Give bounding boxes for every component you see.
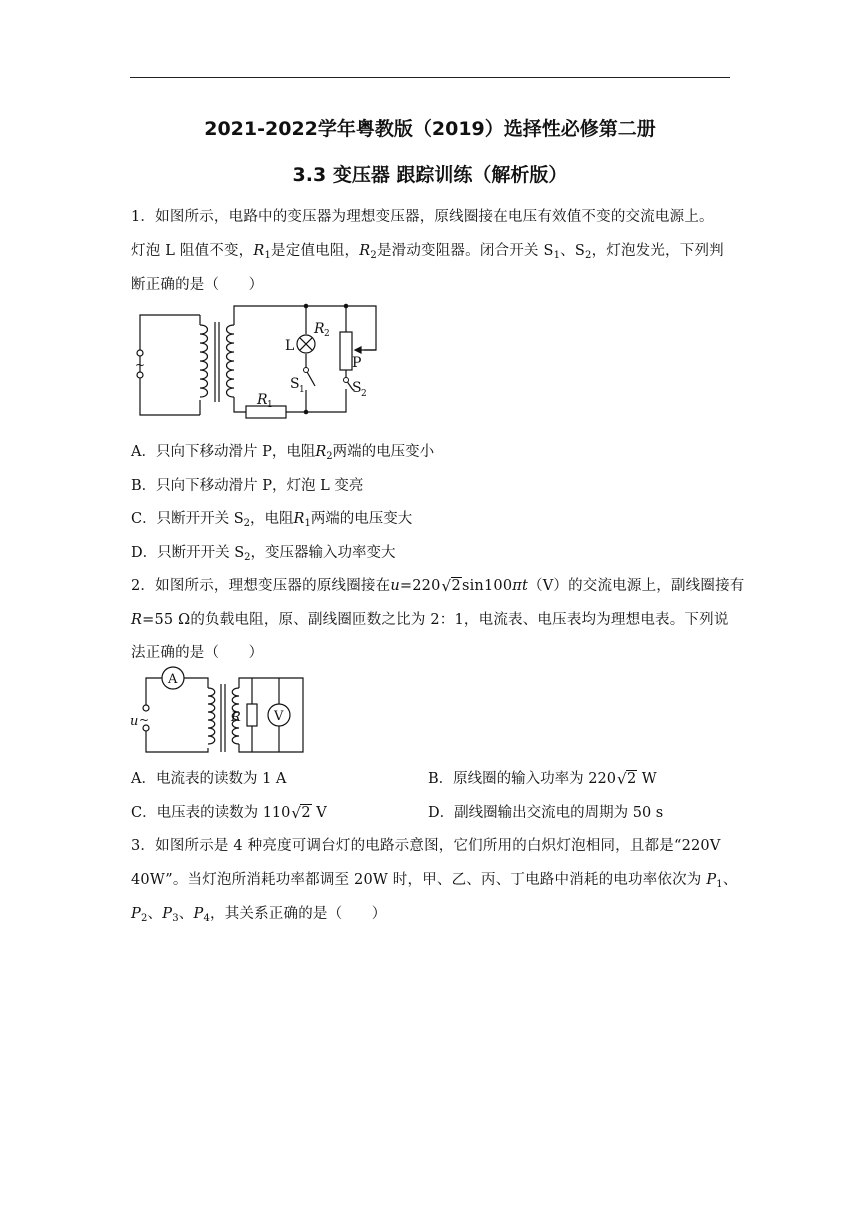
q3-line-3: $P_2$、$P_3$、$P_4$，其关系正确的是（ ） <box>131 906 387 924</box>
q1-r1-label: R <box>257 392 268 408</box>
q2-line-2: R=55 Ω的负载电阻，原、副线圈匝数之比为 2：1，电流表、电压表均为理想电表。下列说 <box>131 612 729 628</box>
q2-line-3: 法正确的是（ ） <box>131 645 264 661</box>
q1-line-2: 灯泡 L 阻值不变，$R_1$是定值电阻，$R_2$是滑动变阻器。闭合开关 $S_1$、$S_2$，灯泡发光，下列判 <box>131 243 724 261</box>
doc-title: 2021-2022学年粤教版（2019）选择性必修第二册 <box>204 118 656 140</box>
q1-s2-sub: 2 <box>361 389 367 399</box>
q1-r1-sub: 1 <box>267 400 273 410</box>
doc-subtitle: 3.3 变压器 跟踪训练（解析版） <box>292 164 568 186</box>
q1-option-b[interactable]: B．只向下移动滑片 P，灯泡 L 变亮 <box>131 478 364 494</box>
q3-line-1: 3．如图所示是 4 种亮度可调台灯的电路示意图，它们所用的白炽灯泡相同，且都是“220V <box>131 838 721 854</box>
q1-line-3: 断正确的是（ ） <box>131 277 264 293</box>
q1-s1-sub: 1 <box>299 385 305 395</box>
q2-source-label: u <box>130 714 139 729</box>
q1-circuit-diagram <box>128 300 378 425</box>
q1-s2-label: S <box>352 380 362 396</box>
q2-line-1: 2．如图所示，理想变压器的原线圈接在u=220√ 2sin100πt（V）的交流电源上，副线圈接有 <box>131 574 745 595</box>
q1-source-symbol: ~ <box>135 358 146 372</box>
q1-option-a[interactable]: A．只向下移动滑片 P，电阻$R_2$两端的电压变小 <box>131 444 435 462</box>
q1-r2-label: R <box>314 321 325 337</box>
q1-r2-sub: 2 <box>324 329 330 339</box>
q2-option-b[interactable]: B．原线圈的输入功率为 220√ 2 W <box>428 767 657 788</box>
q2-resistor-label: R <box>231 710 241 725</box>
q1-lamp-label: L <box>285 338 295 354</box>
q2-circuit-diagram <box>128 666 308 761</box>
q1-slider-label: P <box>352 355 362 371</box>
q2-option-c[interactable]: C．电压表的读数为 110√ 2 V <box>131 801 327 822</box>
q2-ammeter-label: A <box>168 672 178 687</box>
q1-line-1: 1．如图所示，电路中的变压器为理想变压器，原线圈接在电压有效值不变的交流电源上。 <box>131 209 714 225</box>
q2-voltmeter-label: V <box>274 709 284 724</box>
header-rule <box>130 77 730 78</box>
q1-option-d[interactable]: D．只断开开关 $S_2$，变压器输入功率变大 <box>131 545 396 563</box>
q2-option-d[interactable]: D．副线圈输出交流电的周期为 50 s <box>428 805 664 821</box>
q2-source-symbol: ~ <box>139 713 150 727</box>
q1-s1-label: S <box>290 376 300 392</box>
q2-option-a[interactable]: A．电流表的读数为 1 A <box>131 771 287 787</box>
q1-option-c[interactable]: C．只断开开关 $S_2$，电阻$R_1$两端的电压变大 <box>131 511 413 529</box>
q3-line-2: 40W”。当灯泡所消耗功率都调至 20W 时，甲、乙、丙、丁电路中消耗的电功率依次为 $P_1$、 <box>131 872 738 890</box>
